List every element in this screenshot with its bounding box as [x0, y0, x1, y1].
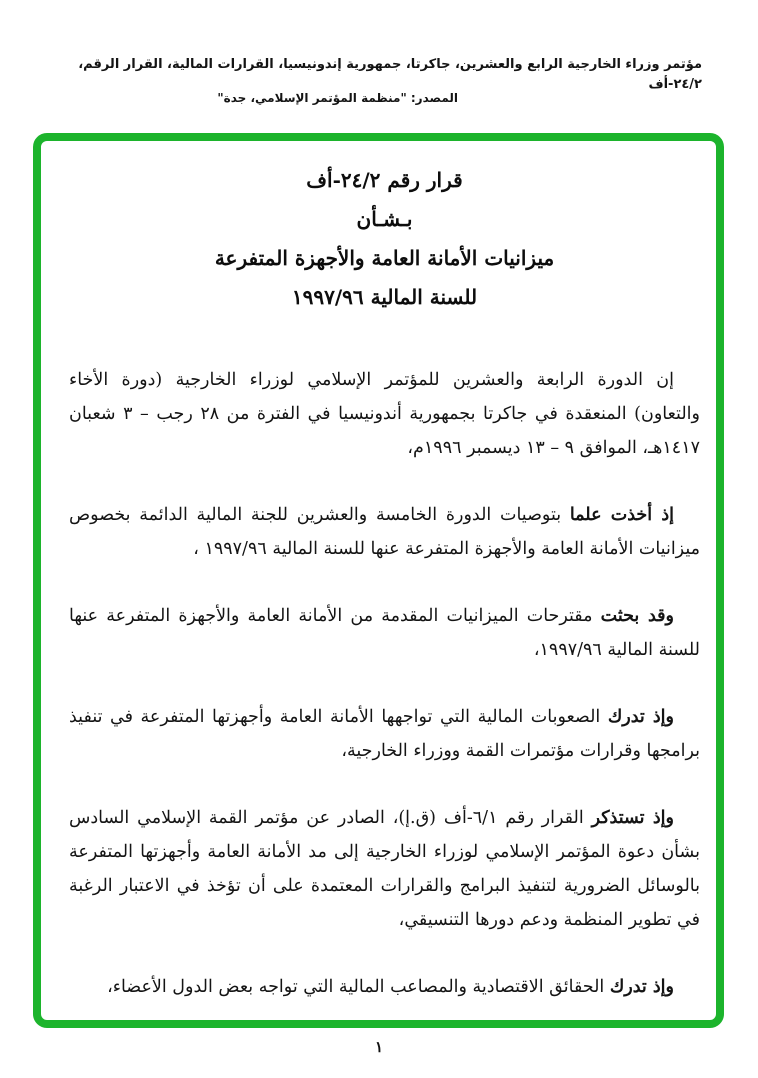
paragraph-text: الحقائق الاقتصادية والمصاعب المالية التي تواجه بعض الدول الأعضاء، — [107, 977, 610, 997]
green-document-frame — [33, 133, 724, 1028]
document-header-citation: مؤتمر وزراء الخارجية الرابع والعشرين، جاكرتا، جمهورية إندونيسيا، القرارات المالية، القرار الرقم، ٢٤/٢-أف — [78, 57, 702, 92]
preamble-paragraph — [69, 970, 700, 1004]
paragraph-text: إن الدورة الرابعة والعشرين للمؤتمر الإسلامي لوزراء الخارجية (دورة الأخاء والتعاون) المنعقدة في جاكرتا بجمهورية أندونيسيا في الفترة من ٢٨ رجب – ٣ شعبان ١٤١٧هـ، الموافق ٩ – ١٣ ديسمبر ١٩٩٦م، — [69, 370, 700, 458]
page-number: ١ — [374, 1038, 384, 1056]
preamble-paragraph — [69, 599, 700, 667]
paragraph-lead: إذ أخذت علما — [569, 505, 674, 525]
document-source-line: المصدر: "منظمة المؤتمر الإسلامي، جدة" — [217, 91, 458, 105]
resolution-number-title: قرار رقم ٢٤/٢-أف — [306, 168, 463, 192]
preamble-paragraph — [69, 363, 700, 465]
title-concerning: بـشـأن — [356, 207, 413, 231]
paragraph-text: بتوصيات الدورة الخامسة والعشرين للجنة المالية الدائمة بخصوص ميزانيات الأمانة العامة والأجهزة المتفرعة عنها للسنة المالية ١٩٩٧/٩٦ ، — [69, 505, 700, 559]
title-subject: ميزانيات الأمانة العامة والأجهزة المتفرعة — [214, 246, 555, 270]
preamble-paragraph — [69, 801, 700, 937]
paragraph-lead: وإذ تدرك — [607, 707, 674, 727]
paragraph-lead: وإذ تستذكر — [591, 808, 674, 828]
title-fiscal-year: للسنة المالية ١٩٩٧/٩٦ — [291, 285, 478, 309]
paragraph-text: الصعوبات المالية التي تواجهها الأمانة العامة وأجهزتها المتفرعة في تنفيذ برامجها وقرارات مؤتمرات القمة ووزراء الخارجية، — [69, 707, 700, 761]
paragraph-text: مقترحات الميزانيات المقدمة من الأمانة العامة والأجهزة المتفرعة عنها للسنة المالية ١٩٩٧/٩٦، — [69, 606, 700, 660]
preamble-paragraph — [69, 700, 700, 768]
paragraph-text: القرار رقم ٦/١-أف (ق.إ)، الصادر عن مؤتمر القمة الإسلامي السادس بشأن دعوة المؤتمر الإسلامي لوزراء الخارجية إلى مد الأمانة العامة وأجهزتها المتفرعة بالوسائل الضرورية لتنفيذ البرامج والقرارات المعتمدة على أن تؤخذ في الاعتبار الرغبة في تطوير المنظمة ودعم دورها التنسيقي، — [69, 808, 700, 930]
paragraph-lead: وقد بحثت — [600, 606, 674, 626]
preamble-paragraph — [69, 498, 700, 566]
paragraph-lead: وإذ تدرك — [609, 977, 674, 997]
resolution-title-block — [69, 161, 700, 317]
